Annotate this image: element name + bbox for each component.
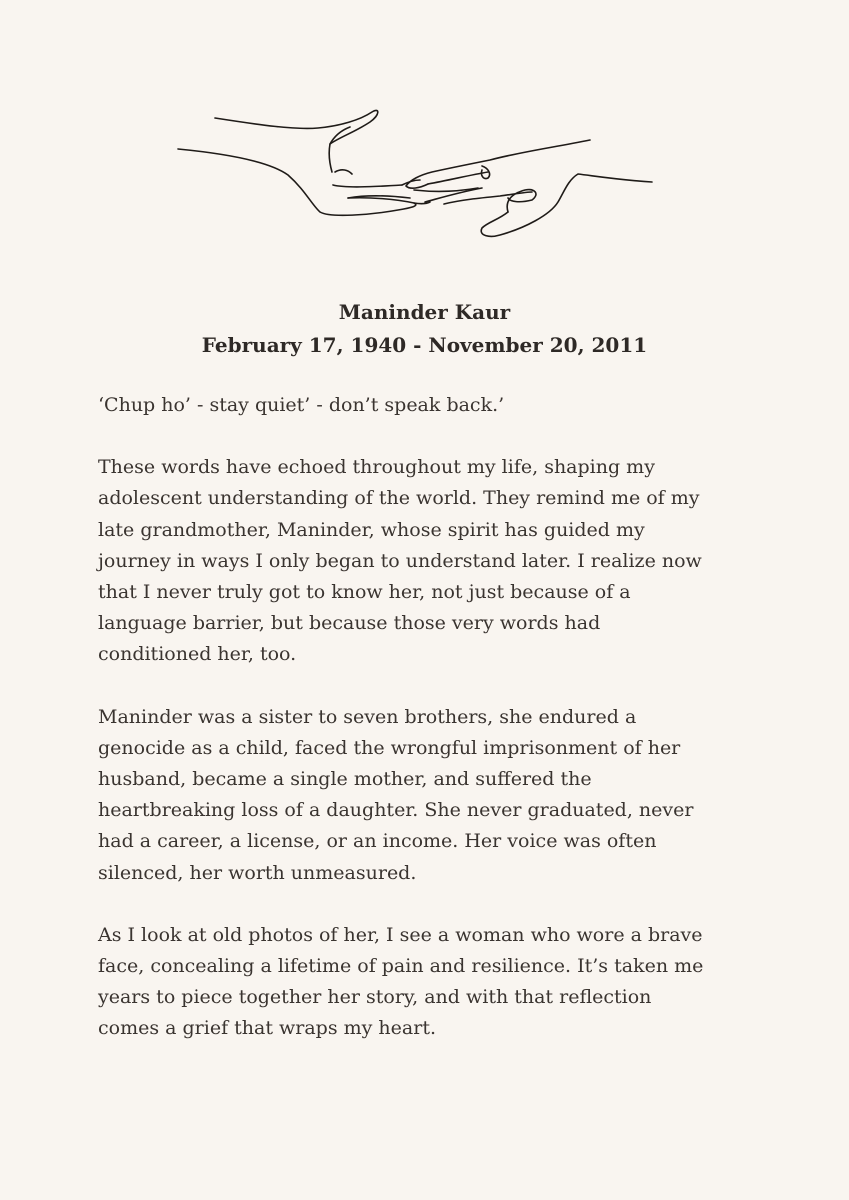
text-line: silenced, her worth unmeasured. bbox=[98, 861, 417, 884]
text-line: As I look at old photos of her, I see a woman who wore a brave bbox=[98, 923, 703, 946]
text-line: adolescent understanding of the world. They remind me of my bbox=[98, 487, 700, 510]
text-line: conditioned her, too. bbox=[98, 643, 297, 666]
text-line: husband, became a single mother, and suffered the bbox=[98, 768, 592, 791]
paragraph-quote bbox=[98, 390, 768, 421]
text-line: late grandmother, Maninder, whose spirit has guided my bbox=[98, 518, 645, 541]
life-dates: February 17, 1940 - November 20, 2011 bbox=[201, 333, 648, 357]
text-line: language barrier, but because those very words had bbox=[98, 612, 601, 635]
text-line: Maninder was a sister to seven brothers, she endured a bbox=[98, 705, 637, 728]
paragraph-life bbox=[98, 702, 768, 889]
text-line: that I never truly got to know her, not just because of a bbox=[98, 581, 631, 604]
text-line: had a career, a license, or an income. Her voice was often bbox=[98, 830, 657, 853]
text-line: heartbreaking loss of a daughter. She never graduated, never bbox=[98, 799, 694, 822]
hands-line-art-icon bbox=[170, 100, 660, 245]
memorial-text bbox=[98, 390, 768, 1076]
text-line: ‘Chup ho’ - stay quiet’ - don’t speak back.’ bbox=[98, 394, 505, 416]
person-name: Maninder Kaur bbox=[338, 300, 511, 324]
paragraph-intro bbox=[98, 452, 768, 670]
text-line: years to piece together her story, and with that reflection bbox=[98, 986, 652, 1009]
text-line: journey in ways I only began to understand later. I realize now bbox=[98, 549, 702, 572]
text-line: These words have echoed throughout my life, shaping my bbox=[98, 456, 655, 479]
text-line: face, concealing a lifetime of pain and resilience. It’s taken me bbox=[98, 955, 704, 978]
paragraph-reflection bbox=[98, 920, 768, 1045]
text-line: comes a grief that wraps my heart. bbox=[98, 1017, 436, 1040]
memorial-header bbox=[0, 296, 849, 362]
text-line: genocide as a child, faced the wrongful imprisonment of her bbox=[98, 736, 681, 759]
